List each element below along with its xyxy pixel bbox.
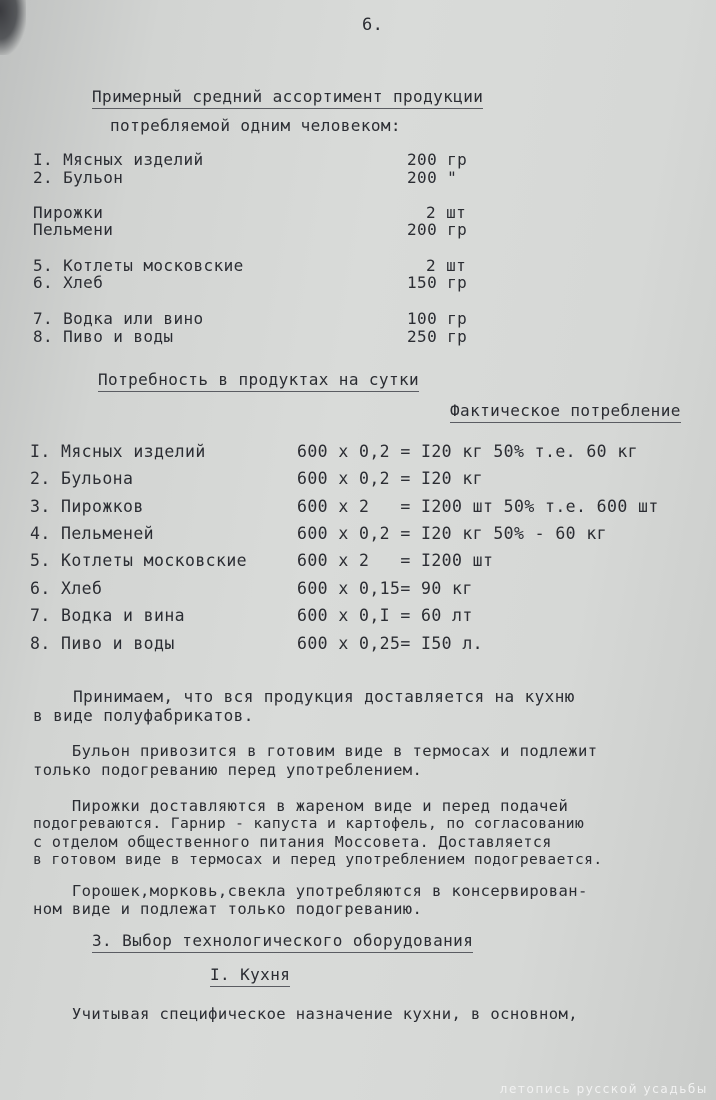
row-calc: 600 х 0,I = 60 лт	[297, 606, 473, 625]
section2-subtitle: Фактическое потребление	[450, 402, 681, 423]
item-name: Пирожки	[33, 203, 104, 222]
item-qty: 150 гр	[407, 273, 468, 292]
row-calc: 600 х 2 = I200 шт 50% т.е. 600 шт	[297, 497, 659, 516]
item-qty: 200 "	[407, 168, 458, 187]
row-name: 4. Пельменей	[30, 524, 155, 543]
paragraph-line: Бульон привозится в готовим виде в термосах и подлежит	[33, 742, 598, 760]
item-name: Пельмени	[33, 220, 114, 239]
paragraph-line: ном виде и подлежат только подогреванию.	[33, 900, 423, 918]
row-name: 2. Бульона	[30, 469, 134, 488]
row-name: 7. Водка и вина	[30, 606, 186, 625]
item-qty: 200 гр	[407, 150, 468, 169]
item-name: 6. Хлеб	[33, 273, 104, 292]
item-name: 2. Бульон	[33, 168, 124, 187]
item-qty: 200 гр	[407, 220, 468, 239]
section1-title-line2: потребляемой одним человеком:	[110, 116, 401, 135]
watermark: летопись русской усадьбы	[499, 1082, 708, 1096]
row-name: 6. Хлеб	[30, 579, 103, 598]
row-name: 5. Котлеты московские	[30, 551, 248, 570]
item-qty: 2 шт	[426, 256, 467, 275]
row-calc: 600 х 0,25= I50 л.	[297, 634, 484, 653]
row-calc: 600 х 0,15= 90 кг	[297, 579, 473, 598]
row-calc: 600 х 0,2 = I20 кг	[297, 469, 484, 488]
row-name: 3. Пирожков	[30, 497, 144, 516]
row-calc: 600 х 2 = I200 шт	[297, 551, 494, 570]
paragraph-line: в виде полуфабрикатов.	[33, 706, 254, 725]
section2-title: Потребность в продуктах на сутки	[98, 371, 419, 392]
paragraph-line: с отделом общественного питания Моссовета. Доставляется	[33, 833, 552, 851]
row-calc: 600 х 0,2 = I20 кг 50% т.е. 60 кг	[297, 442, 639, 461]
paragraph-line: только подогреванию перед употреблением.	[33, 761, 423, 779]
item-name: 7. Водка или вино	[33, 309, 204, 328]
paragraph-line: в готовом виде в термосах и перед употреблением подогревается.	[33, 851, 603, 868]
item-qty: 100 гр	[407, 309, 468, 328]
page-number: 6.	[362, 15, 384, 35]
paragraph-line: подогреваются. Гарнир - капуста и картофель, по согласованию	[33, 815, 585, 832]
paragraph-line: Принимаем, что вся продукция доставляется на кухню	[33, 687, 575, 706]
item-qty: 2 шт	[426, 203, 467, 222]
item-name: 5. Котлеты московские	[33, 256, 244, 275]
row-name: 8. Пиво и воды	[30, 634, 175, 653]
section1-title-line1: Примерный средний ассортимент продукции	[92, 88, 483, 109]
paragraph-line: Горошек,морковь,свекла употребляются в консервирован-	[33, 882, 588, 900]
finger-shadow	[0, 0, 26, 55]
item-name: 8. Пиво и воды	[33, 327, 174, 346]
section3-subtitle: I. Кухня	[210, 966, 290, 987]
paragraph-line: Пирожки доставляются в жареном виде и перед подачей	[33, 797, 569, 815]
item-qty: 250 гр	[407, 327, 468, 346]
row-name: I. Мясных изделий	[30, 442, 206, 461]
section3-first-line: Учитывая специфическое назначение кухни, в основном,	[33, 1005, 578, 1023]
row-calc: 600 х 0,2 = I20 кг 50% - 60 кг	[297, 524, 608, 543]
section3-title: 3. Выбор технологического оборудования	[92, 932, 473, 953]
item-name: I. Мясных изделий	[33, 150, 204, 169]
